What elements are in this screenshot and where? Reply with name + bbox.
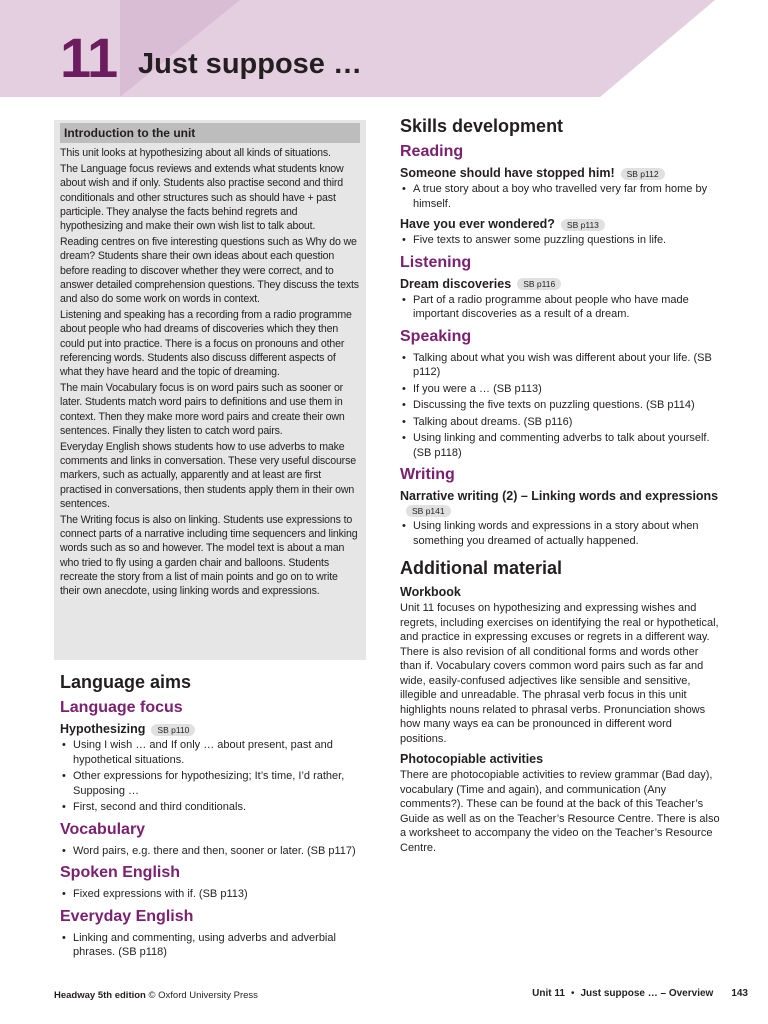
speaking-list	[400, 351, 720, 461]
list-item: • Part of a radio programme about people who have made important discoveries as a result of a dream.	[400, 293, 720, 322]
subheading-text: Dream discoveries	[400, 276, 512, 291]
list-item: • Five texts to answer some puzzling questions in life.	[400, 233, 720, 248]
list-item: • Discussing the five texts on puzzling questions. (SB p114)	[400, 398, 720, 413]
intro-heading: Introduction to the unit	[60, 123, 360, 143]
page-ref-badge: SB p113	[561, 219, 605, 231]
footer-section: Just suppose … – Overview	[580, 988, 714, 999]
list-item: • First, second and third conditionals.	[60, 800, 365, 815]
page-number: 143	[731, 988, 748, 999]
workbook-heading: Workbook	[400, 585, 461, 599]
list-item: • Talking about what you wish was different about your life. (SB p112)	[400, 351, 720, 380]
reading-subheading	[400, 166, 720, 180]
page-title: Just suppose …	[138, 48, 362, 80]
speaking-heading: Speaking	[400, 327, 472, 345]
hypothesizing-subheading	[60, 722, 365, 736]
writing-list	[400, 519, 720, 548]
list-item: • Linking and commenting, using adverbs and adverbial phrases. (SB p118)	[60, 931, 365, 960]
page-ref-badge: SB p112	[621, 168, 665, 180]
language-focus-list	[60, 738, 365, 815]
footer-edition: Headway 5th edition	[54, 990, 146, 1001]
vocabulary-heading: Vocabulary	[60, 820, 146, 838]
reading-list	[400, 182, 720, 211]
everyday-english-heading: Everyday English	[60, 907, 194, 925]
reading-heading: Reading	[400, 143, 464, 160]
language-aims-heading: Language aims	[60, 672, 192, 692]
footer-running-head	[532, 988, 748, 999]
intro-paragraph: Listening and speaking has a recording from a radio programme about people who had dreams of discoveries which they then could put into practice. There is a focus on pronouns and other referencing words. Students also discuss different aspects of what they have heard and the topic of dreaming.	[60, 309, 352, 379]
spoken-english-heading: Spoken English	[60, 864, 181, 881]
reading-subheading	[400, 217, 720, 231]
page-ref-badge: SB p141	[406, 505, 451, 517]
intro-paragraph: The Language focus reviews and extends what students know about wish and if only. Students also practise second and third conditionals and other structures such as should have + past participle. They analyse the facts behind regrets and hypothesizing and make their own wish list to talk about.	[60, 163, 344, 233]
subheading-text: Have you ever wondered?	[400, 217, 555, 231]
list-item: • Other expressions for hypothesizing; It’s time, I’d rather, Supposing …	[60, 769, 365, 798]
skills-section	[400, 116, 720, 861]
intro-paragraph: This unit looks at hypothesizing about all kinds of situations.	[60, 147, 331, 159]
page-ref-badge: SB p116	[517, 278, 561, 290]
writing-heading: Writing	[400, 466, 455, 483]
page-ref-badge: SB p110	[151, 724, 195, 736]
list-item: • Using linking words and expressions in a story about when something you dreamed of actually happened.	[400, 519, 720, 548]
additional-material-heading: Additional material	[400, 558, 563, 578]
list-item: • Using I wish … and If only … about present, past and hypothetical situations.	[60, 738, 365, 767]
vocabulary-list	[60, 844, 365, 859]
reading-list	[400, 233, 720, 248]
subheading-text: Hypothesizing	[60, 722, 146, 736]
list-item: • Word pairs, e.g. there and then, sooner or later. (SB p117)	[60, 844, 365, 859]
workbook-text: Unit 11 focuses on hypothesizing and expressing wishes and regrets, including exercises on identifying the real or hypothetical, and practice in expressing excuses or regrets in a different way. There is also revision of all conditional forms and words other than if. Vocabulary covers common word pairs such as far and wide, easily-confused adjectives like sensible and sensitive, illegible and unreadable. The phrasal verb focus in this unit highlights nouns related to phrasal verbs. Pronunciation shows how many ways ea can be pronounced in different word positions.	[400, 602, 719, 745]
list-item: • A true story about a boy who travelled very far from home by himself.	[400, 182, 720, 211]
subheading-text: Someone should have stopped him!	[400, 166, 615, 180]
intro-paragraph: Reading centres on five interesting questions such as Why do we dream? Students share their own ideas about each question before reading to discover whether they were correct, and to answer detailed comprehension questions. They discuss the texts and also do some work on words in context.	[60, 236, 359, 306]
language-aims-section	[60, 672, 365, 966]
photocopiable-text: There are photocopiable activities to review grammar (Bad day), vocabulary (Time and again), and communication (Any comments?). These can be found at the back of this Teacher’s Guide as well as on the Teacher’s Resource Centre. There is also a worksheet to accompany the video on the Teacher’s Resource Centre.	[400, 769, 720, 854]
intro-paragraph: The Writing focus is also on linking. Students use expressions to connect parts of a narrative including time sequencers and linking words such as so and however. The model text is about a man who tried to fly using a garden chair and balloons. Students recreate the story from a list of main points and go on to write their own anecdote, using linking words and expressions.	[60, 514, 358, 598]
listening-list	[400, 293, 720, 322]
listening-subheading	[400, 277, 720, 291]
footer-copyright: © Oxford University Press	[148, 990, 258, 1001]
list-item: • Talking about dreams. (SB p116)	[400, 415, 720, 430]
skills-heading: Skills development	[400, 116, 564, 136]
intro-paragraph: The main Vocabulary focus is on word pairs such as sooner or later. Students match word pairs to definitions and use them in context. Then they make more word pairs and create their own sentences. Finally they listen to catch word pairs.	[60, 382, 345, 437]
footer-bullet: •	[570, 988, 575, 999]
photocopiable-heading: Photocopiable activities	[400, 752, 544, 766]
list-item: • Fixed expressions with if. (SB p113)	[60, 887, 365, 902]
list-item: • If you were a … (SB p113)	[400, 382, 720, 397]
language-focus-heading: Language focus	[60, 699, 183, 716]
footer-unit: Unit 11	[532, 988, 565, 999]
spoken-english-list	[60, 887, 365, 902]
everyday-english-list	[60, 931, 365, 960]
intro-paragraph: Everyday English shows students how to use adverbs to make comments and links in conversation. These very useful discourse markers, such as actually, apparently and at least are first practised in conversations, then students apply them in their own sentences.	[60, 441, 356, 510]
list-item: • Using linking and commenting adverbs to talk about yourself. (SB p118)	[400, 431, 720, 460]
subheading-text: Narrative writing (2) – Linking words and expressions	[400, 489, 719, 503]
intro-box	[54, 120, 366, 660]
unit-number: 11	[60, 26, 118, 89]
footer-publisher	[54, 990, 258, 1001]
writing-subheading	[400, 489, 720, 517]
listening-heading: Listening	[400, 253, 472, 271]
header-cutout	[600, 0, 768, 97]
